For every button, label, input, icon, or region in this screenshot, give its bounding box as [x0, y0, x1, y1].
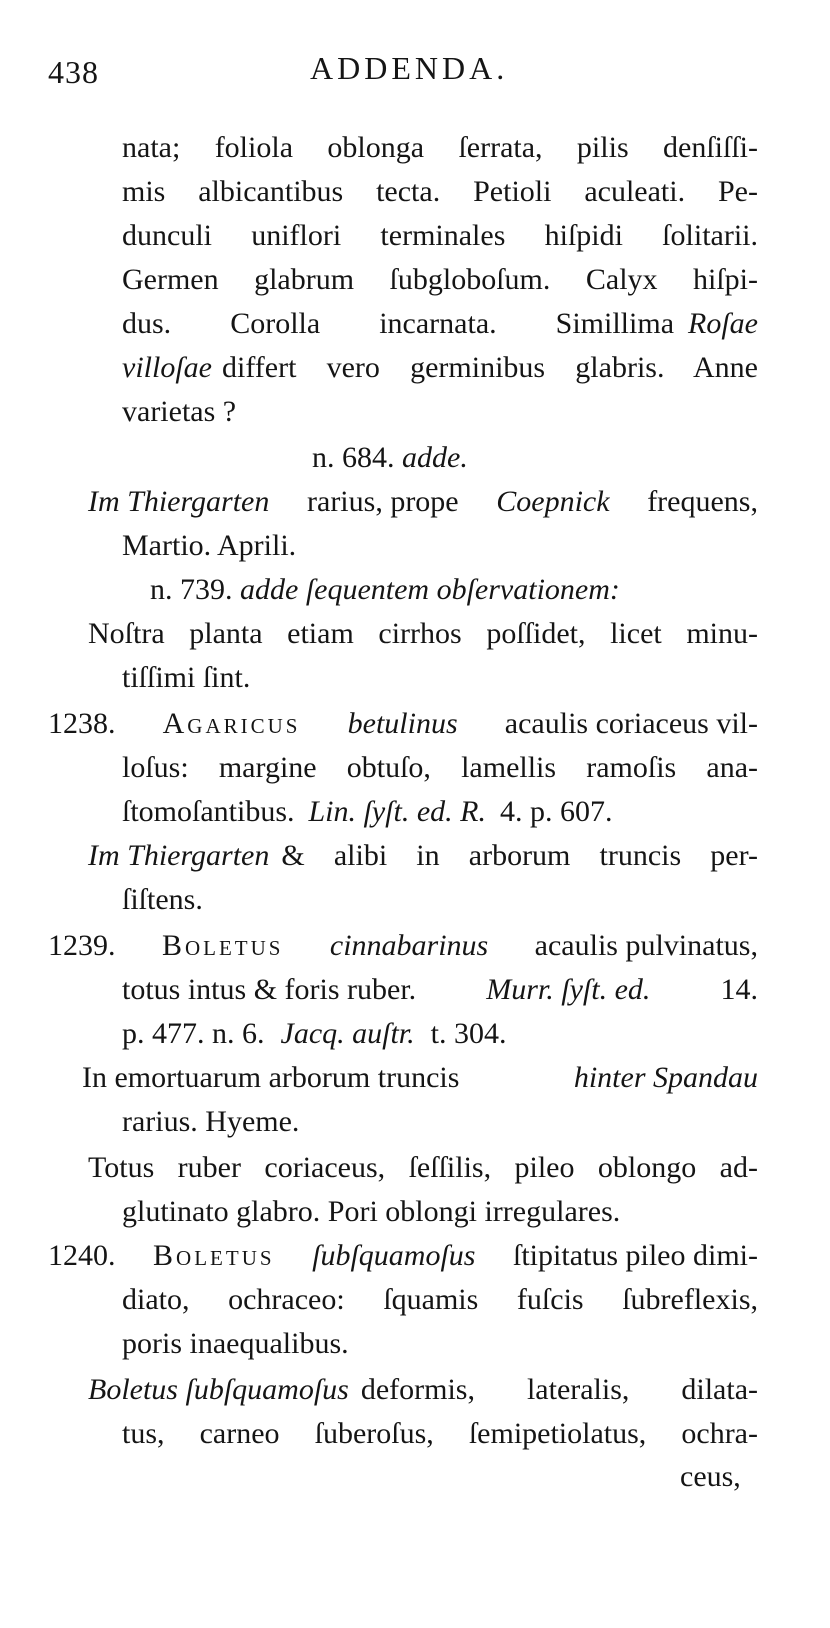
entry-line: [48, 924, 758, 968]
text-line: diato, ochraceo: ſquamis fuſcis ſubreflexis,: [122, 1283, 758, 1316]
text-line: rarius. Hyeme.: [122, 1105, 300, 1138]
reference-italic: Lin. ſyſt. ed. R.: [308, 795, 486, 828]
catchword: ceus,: [680, 1460, 741, 1493]
text-line: [88, 834, 758, 878]
reference-italic: Murr. ſyſt. ed.: [486, 973, 651, 1006]
text-line: [82, 1056, 758, 1100]
heading-italic: adde.: [402, 441, 468, 474]
italic-term: Boletus ſubſquamoſus: [88, 1373, 349, 1406]
text-run: frequens,: [647, 485, 758, 518]
text-run: rarius, prope: [307, 485, 459, 518]
text-line: [122, 1012, 507, 1056]
section-heading: [150, 568, 620, 612]
text-line: ſiſtens.: [122, 883, 203, 916]
italic-term: Im Thiergarten: [88, 485, 270, 518]
entry-number: 1238.: [48, 707, 116, 740]
text-run: acaulis coriaceus vil-: [504, 707, 758, 740]
text-line: glutinato glabro. Pori oblongi irregulares.: [122, 1195, 621, 1228]
text-run: ſtomoſantibus.: [122, 795, 295, 828]
text-run: acaulis pulvinatus,: [534, 929, 758, 962]
text-run: t. 304.: [430, 1017, 507, 1050]
section-heading: [312, 436, 468, 480]
text-line: [122, 790, 612, 834]
text-run: 4. p. 607.: [499, 795, 613, 828]
text-line: Noſtra planta etiam cirrhos poſſidet, licet minu-: [88, 617, 758, 650]
text-line: [122, 968, 758, 1012]
text-line: [88, 480, 758, 524]
running-title: ADDENDA.: [310, 50, 509, 86]
entry-line: [48, 702, 758, 746]
heading-number: n. 739.: [150, 573, 233, 606]
species-name: betulinus: [347, 707, 458, 740]
entry-number: 1240.: [48, 1239, 116, 1272]
page-number: 438: [48, 54, 99, 90]
text-line: Martio. Aprili.: [122, 529, 297, 562]
italic-term: Im Thiergarten: [88, 839, 270, 872]
heading-italic: adde ſequentem obſervationem:: [240, 573, 620, 606]
text-line: [88, 1368, 758, 1412]
text-line: poris inaequalibus.: [122, 1327, 349, 1360]
text-run: dus. Corolla incarnata. Simillima: [122, 307, 675, 340]
genus-name: Agaricus: [162, 707, 301, 740]
species-name: cinnabarinus: [329, 929, 489, 962]
genus-name: Boletus: [161, 929, 284, 962]
entry-line: [48, 1234, 758, 1278]
text-line: dunculi uniflori terminales hiſpidi ſolitarii.: [122, 219, 758, 252]
italic-term: Roſae: [688, 307, 758, 340]
text-run: In emortuarum arborum truncis: [82, 1061, 460, 1094]
text-line: nata; foliola oblonga ſerrata, pilis denſiſſi-: [122, 131, 758, 164]
reference-italic: Jacq. auſtr.: [280, 1017, 415, 1050]
text-run: differt vero germinibus glabris. Anne: [221, 351, 758, 384]
entry-number: 1239.: [48, 929, 116, 962]
text-run: p. 477. n. 6.: [122, 1017, 265, 1050]
text-run: deformis, lateralis, dilata-: [360, 1373, 758, 1406]
genus-name: Boletus: [153, 1239, 275, 1272]
text-run: totus intus & foris ruber.: [122, 973, 417, 1006]
text-line: loſus: margine obtuſo, lamellis ramoſis ana-: [122, 751, 758, 784]
italic-term: Coepnick: [496, 485, 610, 518]
text-line: Totus ruber coriaceus, ſeſſilis, pileo oblongo ad-: [88, 1151, 758, 1184]
text-line: tiſſimi ſint.: [122, 661, 251, 694]
text-line: [122, 302, 758, 346]
heading-number: n. 684.: [312, 441, 395, 474]
text-run: ſtipitatus pileo dimi-: [513, 1239, 758, 1272]
text-line: [122, 346, 758, 390]
species-name: ſubſquamoſus: [312, 1239, 476, 1272]
text-line: mis albicantibus tecta. Petioli aculeati. Pe-: [122, 175, 758, 208]
page-header: [0, 50, 830, 96]
text-line: Germen glabrum ſubgloboſum. Calyx hiſpi-: [122, 263, 758, 296]
text-line: tus, carneo ſuberoſus, ſemipetiolatus, ochra-: [122, 1417, 758, 1450]
italic-term: villoſae: [122, 351, 212, 384]
text-run: 14.: [720, 973, 758, 1006]
text-line: varietas ?: [122, 395, 237, 428]
text-run: & alibi in arborum truncis per-: [281, 839, 758, 872]
italic-term: hinter Spandau: [573, 1061, 758, 1094]
